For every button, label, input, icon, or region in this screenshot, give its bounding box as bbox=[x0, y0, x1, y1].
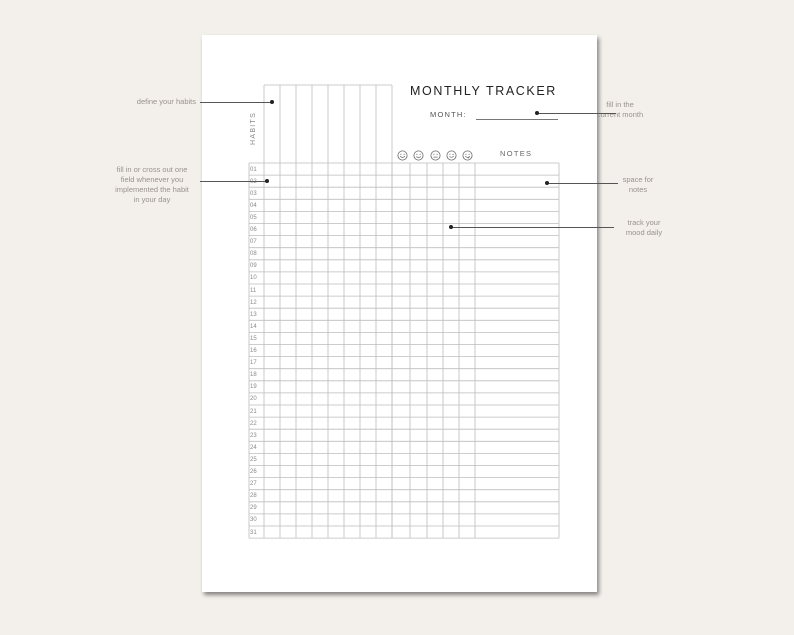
day-label: 03 bbox=[250, 190, 257, 197]
leader-dot-month bbox=[535, 111, 539, 115]
day-label: 30 bbox=[250, 517, 257, 524]
notes-label: NOTES bbox=[500, 149, 533, 158]
day-label: 16 bbox=[250, 348, 257, 354]
day-label: 08 bbox=[250, 251, 257, 258]
leader-line-notes bbox=[548, 183, 618, 184]
day-label: 04 bbox=[250, 202, 257, 209]
day-label: 09 bbox=[250, 263, 257, 270]
day-label: 20 bbox=[250, 396, 257, 403]
leader-line-fill-in bbox=[200, 181, 267, 182]
leader-line-mood bbox=[452, 227, 614, 228]
month-input-line[interactable] bbox=[476, 119, 558, 120]
day-label: 27 bbox=[250, 481, 257, 488]
day-label: 13 bbox=[250, 311, 257, 318]
annotation-habits: define your habits bbox=[136, 97, 196, 106]
leader-dot-notes bbox=[545, 181, 549, 185]
smiley-wink-icon bbox=[446, 150, 457, 161]
leader-dot-habits bbox=[270, 100, 274, 104]
day-label: 07 bbox=[250, 239, 257, 246]
day-label: 02 bbox=[250, 178, 257, 185]
month-label: MONTH: bbox=[430, 110, 467, 119]
day-label: 29 bbox=[250, 505, 257, 512]
day-label: 06 bbox=[250, 227, 257, 233]
day-label: 28 bbox=[250, 493, 257, 500]
habits-label: HABITS bbox=[250, 111, 257, 145]
annotation-notes: space for notes bbox=[622, 175, 654, 194]
leader-line-month bbox=[538, 113, 616, 114]
day-label: 10 bbox=[250, 275, 257, 282]
day-label: 18 bbox=[250, 372, 257, 379]
leader-line-habits bbox=[200, 102, 271, 103]
day-label: 25 bbox=[250, 456, 257, 463]
day-label: 19 bbox=[250, 384, 257, 391]
day-label: 15 bbox=[250, 335, 257, 342]
day-label: 24 bbox=[250, 444, 257, 451]
day-label: 17 bbox=[250, 360, 257, 367]
day-label: 01 bbox=[250, 166, 257, 173]
day-label: 31 bbox=[250, 529, 257, 536]
leader-dot-fill-in bbox=[265, 179, 269, 183]
annotation-mood: track your mood daily bbox=[625, 218, 663, 237]
page-title: MONTHLY TRACKER bbox=[410, 84, 557, 98]
day-label: 22 bbox=[250, 420, 257, 427]
leader-dot-mood bbox=[449, 225, 453, 229]
smiley-content-icon bbox=[413, 150, 424, 161]
smiley-happy-icon bbox=[397, 150, 408, 161]
day-label: 12 bbox=[250, 299, 257, 306]
annotation-month: fill in the current month bbox=[596, 100, 644, 119]
smiley-tongue-icon bbox=[462, 150, 473, 161]
day-label: 11 bbox=[250, 287, 257, 294]
day-label: 14 bbox=[250, 323, 257, 330]
day-label: 21 bbox=[250, 408, 257, 415]
annotation-fill-in: fill in or cross out one field whenever you implemented the habit in your day bbox=[115, 165, 189, 204]
day-label: 26 bbox=[250, 469, 257, 475]
day-label: 23 bbox=[250, 432, 257, 439]
smiley-neutral-icon bbox=[430, 150, 441, 161]
day-label: 05 bbox=[250, 214, 257, 221]
